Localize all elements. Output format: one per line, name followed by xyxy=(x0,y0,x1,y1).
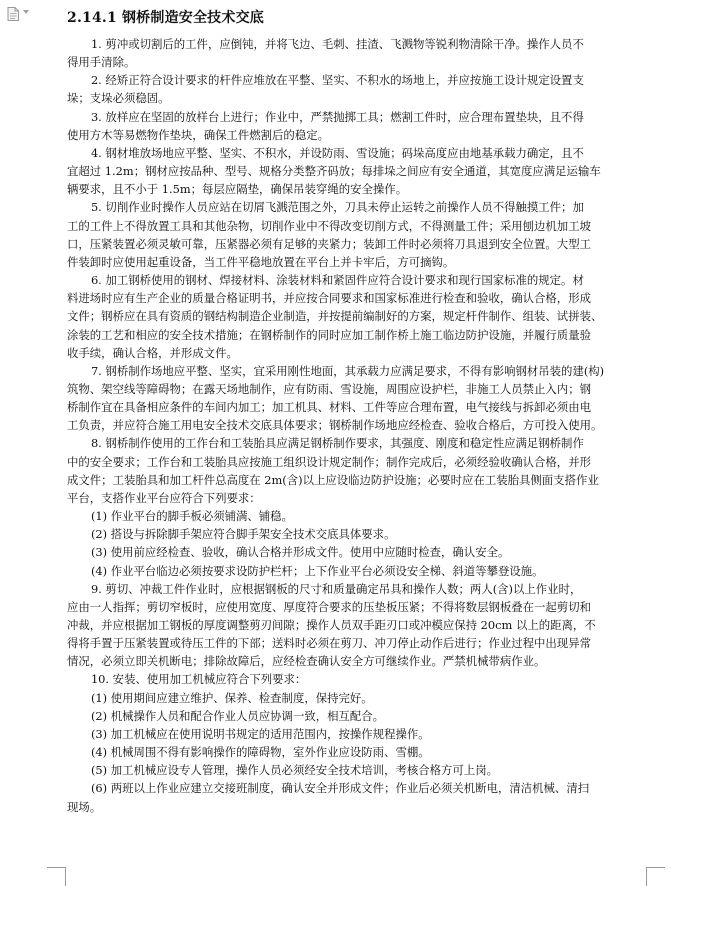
paragraph xyxy=(67,543,645,561)
text-line: 2. 经矫正符合设计要求的杆件应堆放在平整、坚实、不积水的场地上，并应按施工设计规定设置支 xyxy=(90,73,584,88)
text-line: (3) 加工机械应在使用说明书规定的适用范围内，按操作规程操作。 xyxy=(90,726,430,741)
paragraph xyxy=(67,761,645,779)
document-body xyxy=(67,35,645,816)
text-line: 现场。 xyxy=(67,799,102,814)
text-line: 文件；钢桥应在具有资质的钢结构制造企业制造，并按提前编制好的方案，规定杆件制作、组装、试拼装、 xyxy=(67,309,603,324)
text-line: 件装卸时应使用起重设备，当工件平稳地放置在平台上并卡牢后，方可摘钩。 xyxy=(67,254,455,269)
text-line: 8. 钢桥制作使用的工作台和工装胎具应满足钢桥制作要求，其强度、刚度和稳定性应满足钢桥制作 xyxy=(90,436,584,451)
text-line: (4) 作业平台临边必须按要求设防护栏杆；上下作业平台必须设安全梯、斜道等攀登设施。 xyxy=(90,563,544,578)
text-line: (3) 使用前应经检查、验收，确认合格并形成文件。使用中应随时检查，确认安全。 xyxy=(90,545,510,560)
text-line: (4) 机械周围不得有影响操作的障碍物，室外作业应设防雨、雪棚。 xyxy=(90,745,430,760)
text-line: 料进场时应有生产企业的质量合格证明书，并应按合同要求和国家标准进行检查和验收，确认合格，形成 xyxy=(67,291,591,306)
text-line: 情况，必须立即关机断电；排除故障后，应经检查确认安全方可继续作业。严禁机械带病作业。 xyxy=(67,654,546,669)
paragraph xyxy=(67,779,645,815)
text-line: 得用手清除。 xyxy=(67,55,136,70)
text-line: (6) 两班以上作业应建立交接班制度，确认安全并形成文件；作业后必须关机断电，清洁机械、清扫 xyxy=(90,781,590,796)
paragraph xyxy=(67,271,645,362)
margin-corner-right xyxy=(646,867,665,886)
paragraph xyxy=(67,362,645,435)
chevron-down-icon[interactable] xyxy=(23,10,29,14)
text-line: (2) 搭设与拆除脚手架应符合脚手架安全技术交底具体要求。 xyxy=(90,527,396,542)
paragraph xyxy=(67,707,645,725)
text-line: 冲裁，并应根据加工钢板的厚度调整剪刃间隙；操作人员双手距刃口或冲模应保持 20cm 以上的距离，不 xyxy=(67,618,596,632)
text-line: 工的工件上不得放置工具和其他杂物，切削作业中不得改变切削方式，不得测量工件；采用刨边机加工坡 xyxy=(67,218,591,233)
text-line: (2) 机械操作人员和配合作业人员应协调一致，相互配合。 xyxy=(90,708,385,723)
text-line: 3. 放样应在坚固的放样台上进行；作业中，严禁抛掷工具；燃割工件时，应合理布置垫块，且不得 xyxy=(90,109,584,124)
text-line: 涂装的工艺和相应的安全技术措施；在钢桥制作的同时应加工制作桥上施工临边防护设施，并履行质量验 xyxy=(67,327,591,342)
text-line: 7. 钢桥制作场地应平整、坚实，宜采用刚性地面，其承载力应满足要求，不得有影响钢材吊装的建(构) xyxy=(90,363,605,378)
section-heading: 2.14.1 钢桥制造安全技术交底 xyxy=(67,10,264,26)
text-line: 1. 剪冲或切割后的工件，应倒钝，并将飞边、毛刺、挂渣、飞溅物等锐利物清除干净。操作人员不 xyxy=(90,37,584,51)
text-line: (1) 作业平台的脚手板必须铺满、铺稳。 xyxy=(90,509,293,524)
text-line: 5. 切削作业时操作人员应站在切屑飞溅范围之外，刀具未停止运转之前操作人员不得触摸工件；加 xyxy=(90,200,584,215)
text-line: 筑物、架空线等障碍物；在露天场地制作，应有防雨、雪设施，周围应设护栏，非施工人员禁止入内；钢 xyxy=(67,381,591,396)
text-line: 收手续，确认合格，并形成文件。 xyxy=(67,345,238,360)
paragraph xyxy=(67,35,645,71)
text-line: (1) 使用期间应建立维护、保养、检查制度，保持完好。 xyxy=(90,690,373,705)
text-line: 辆要求，且不小于 1.5m；每层应隔垫，确保吊装穿绳的安全操作。 xyxy=(67,182,408,197)
text-line: 成文件；工装胎具和加工杆件总高度在 2m(含)以上应设临边防护设施；必要时应在工装胎具侧面支搭作业 xyxy=(67,472,599,487)
paragraph xyxy=(67,689,645,707)
text-line: 应由一人指挥；剪切窄板时，应使用宽度、厚度符合要求的压垫板压紧；不得将数层钢板叠在一起剪切和 xyxy=(67,599,591,614)
paragraph xyxy=(67,725,645,743)
margin-corner-left xyxy=(47,867,66,886)
text-line: 平台，支搭作业平台应符合下列要求： xyxy=(67,490,261,505)
text-line: (5) 加工机械应设专人管理，操作人员必须经安全技术培训，考核合格方可上岗。 xyxy=(90,763,498,778)
paragraph xyxy=(67,108,645,144)
text-line: 垛；支垛必须稳固。 xyxy=(67,91,170,106)
paragraph xyxy=(67,562,645,580)
text-line: 9. 剪切、冲裁工件作业时，应根据钢板的尺寸和质量确定吊具和操作人数；两人(含)以上作业时， xyxy=(90,581,582,596)
paragraph xyxy=(67,670,645,688)
text-line: 中的安全要求；工作台和工装胎具应按施工组织设计规定制作；制作完成后，必须经验收确认合格，并形 xyxy=(67,454,591,469)
document-icon[interactable] xyxy=(7,7,19,21)
text-line: 6. 加工钢桥使用的钢材、焊接材料、涂装材料和紧固件应符合设计要求和现行国家标准的规定。材 xyxy=(90,273,584,288)
paragraph xyxy=(67,144,645,198)
text-line: 口，压紧装置必须灵敏可靠，压紧器必须有足够的夹紧力；装卸工件时必须将刀具退到安全位置。大型工 xyxy=(67,236,591,251)
paragraph xyxy=(67,507,645,525)
text-line: 工负责，并应符合施工用电安全技术交底具体要求；钢桥制作场地应经检查、验收合格后，方可投入使用。 xyxy=(67,418,603,433)
paragraph xyxy=(67,71,645,107)
paragraph xyxy=(67,198,645,271)
text-line: 得将手置于压紧装置或待压工件的下部；送料时必须在剪刀、冲刀停止动作后进行；作业过程中出现异常 xyxy=(67,636,591,651)
text-line: 使用方木等易燃物作垫块，确保工件燃割后的稳定。 xyxy=(67,127,329,142)
paragraph xyxy=(67,525,645,543)
paragraph xyxy=(67,434,645,507)
paragraph xyxy=(67,580,645,671)
text-line: 宜超过 1.2m；钢材应按品种、型号、规格分类整齐码放；每排垛之间应有安全通道，其宽度应满足运输车 xyxy=(67,164,601,179)
text-line: 10. 安装、使用加工机械应符合下列要求： xyxy=(90,672,307,687)
text-line: 4. 钢材堆放场地应平整、坚实、不积水，并设防雨、雪设施；码垛高度应由地基承载力确定，且不 xyxy=(90,145,584,160)
paragraph xyxy=(67,743,645,761)
text-line: 桥制作宜在具备相应条件的车间内加工；加工机具、材料、工件等应合理布置，电气接线与拆卸必须由电 xyxy=(67,400,591,415)
